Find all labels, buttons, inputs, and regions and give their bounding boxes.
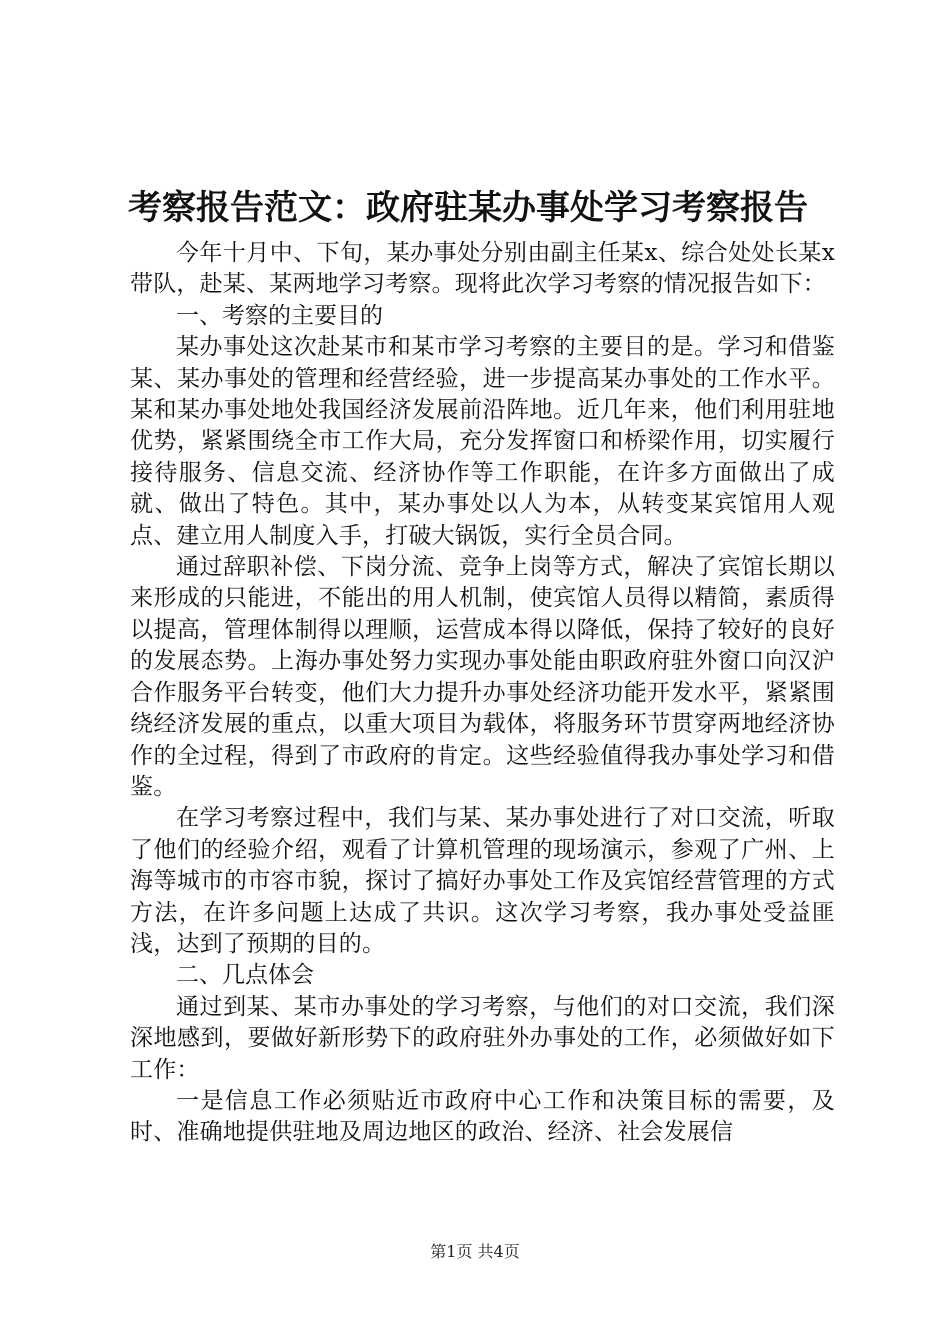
paragraph-exchange: 在学习考察过程中，我们与某、某办事处进行了对口交流，听取了他们的经验介绍，观看了计算机管理的现场演示，参观了广州、上海等城市的市容市貌，探讨了搞好办事处工作及宾馆经营管理的方式方法，在许多问题上达成了共识。这次学习考察，我办事处受益匪浅，达到了预期的目的。: [130, 805, 835, 957]
paragraph-purpose: 某办事处这次赴某市和某市学习考察的主要目的是。学习和借鉴某、某办事处的管理和经营经验，进一步提高某办事处的工作水平。某和某办事处地处我国经济发展前沿阵地。近几年来，他们利用驻地优势，紧紧围绕全市工作大局，充分发挥窗口和桥梁作用，切实履行接待服务、信息交流、经济协作等工作职能，在许多方面做出了成就、做出了特色。其中，某办事处以人为本，从转变某宾馆用人观点、建立用人制度入手，打破大锅饭，实行全员合同。: [130, 334, 835, 549]
paragraph-information-work: 一是信息工作必须贴近市政府中心工作和决策目标的需要，及时、准确地提供驻地及周边地区的政治、经济、社会发展信: [130, 1087, 835, 1146]
document-body: [130, 238, 835, 1149]
paragraph-experience: 通过辞职补偿、下岗分流、竞争上岗等方式，解决了宾馆长期以来形成的只能进，不能出的用人机制，使宾馆人员得以精简，素质得以提高，管理体制得以理顺，运营成本得以降低，保持了较好的良好的发展态势。上海办事处努力实现办事处能由职政府驻外窗口向汉沪合作服务平台转变，他们大力提升办事处经济功能开发水平，紧紧围绕经济发展的重点，以重大项目为载体，将服务环节贯穿两地经济协作的全过程，得到了市政府的肯定。这些经验值得我办事处学习和借鉴。: [130, 554, 835, 800]
page-footer: 第1页 共4页: [430, 1242, 520, 1261]
paragraph-insights-intro: 通过到某、某市办事处的学习考察，与他们的对口交流，我们深深地感到，要做好新形势下的政府驻外办事处的工作，必须做好如下工作：: [130, 993, 835, 1083]
section-heading-insights: 二、几点体会: [176, 962, 314, 989]
document-title: 考察报告范文：政府驻某办事处学习考察报告: [128, 188, 808, 228]
paragraph-intro: 今年十月中、下旬，某办事处分别由副主任某x、综合处处长某x带队，赴某、某两地学习考察。现将此次学习考察的情况报告如下：: [130, 240, 835, 298]
section-heading-purpose: 一、考察的主要目的: [176, 302, 383, 329]
